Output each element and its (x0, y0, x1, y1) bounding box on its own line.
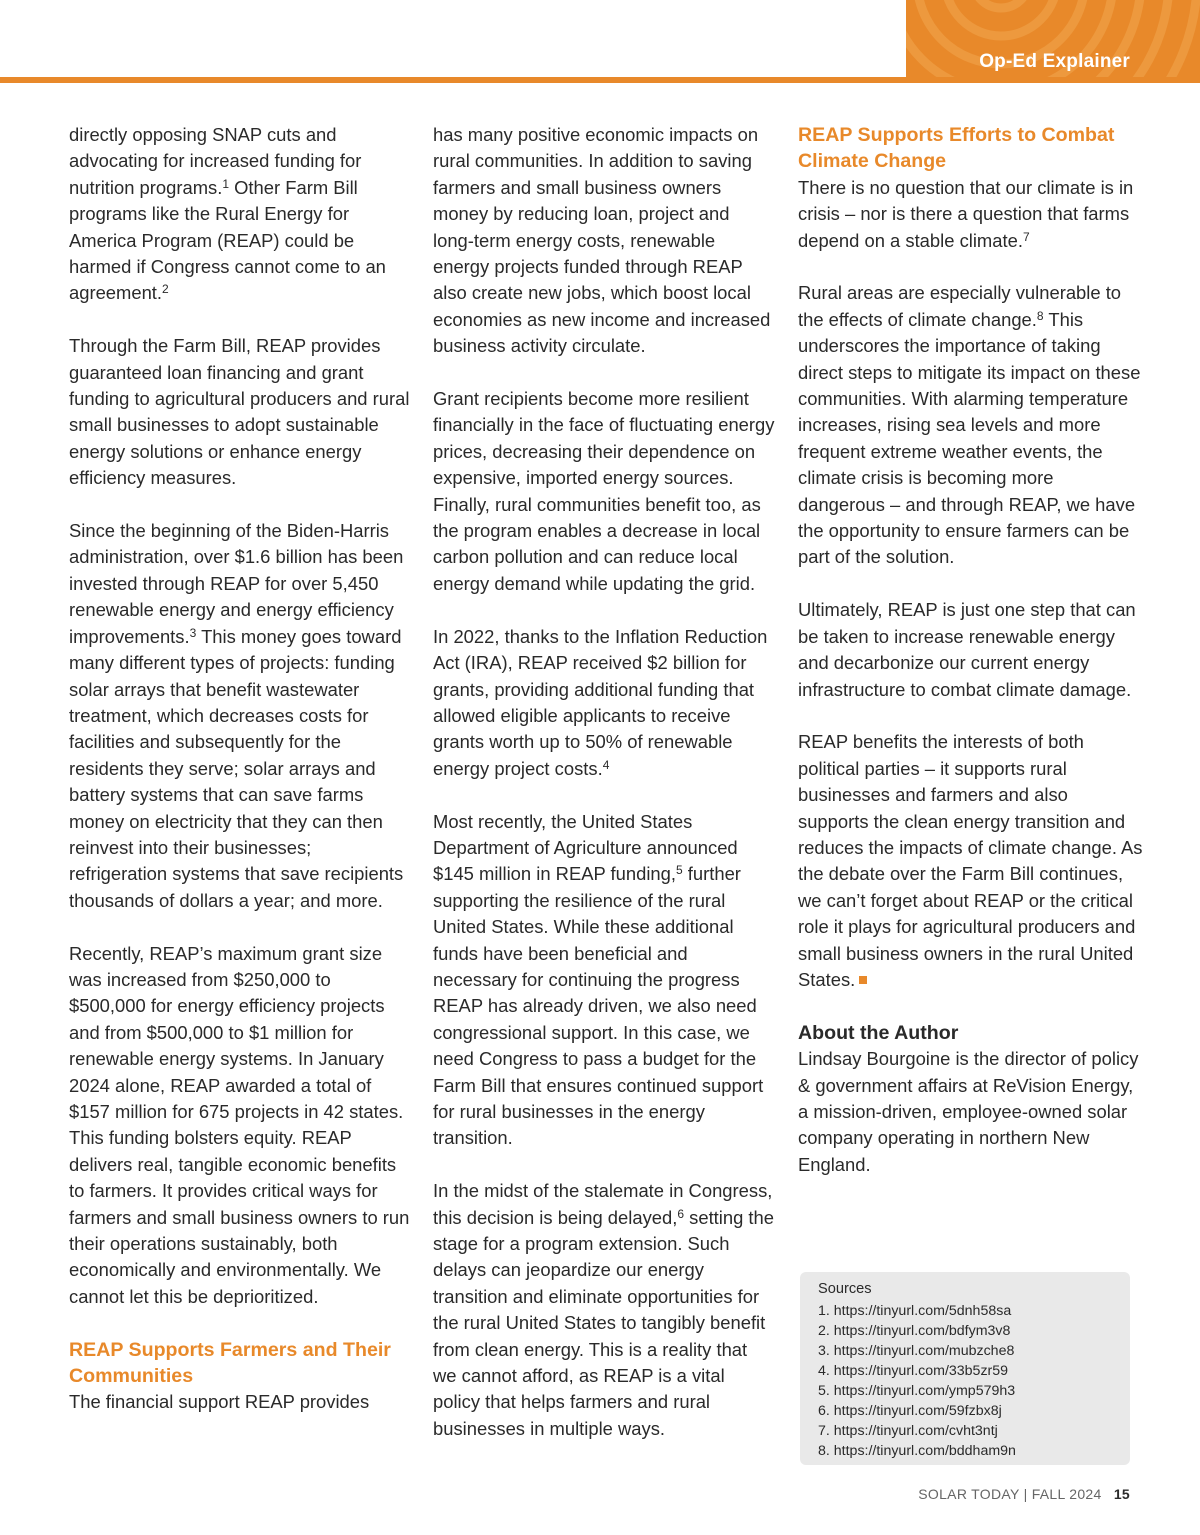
sources-list (818, 1301, 1112, 1461)
publication-name: SOLAR TODAY (918, 1486, 1020, 1502)
paragraph: Since the beginning of the Biden-Harris administration, over $1.6 billion has been invested through REAP for over 5,450 renewable energy and energy efficiency improvements.$^3$ This money goes toward many different types of projects: funding solar arrays that benefit wastewater treatment, which decreases costs for facilities and subsequently for the residents they serve; solar arrays and battery systems that can save farms money on electricity that they can then reinvest into their businesses; refrigeration systems that save recipients thousands of dollars a year; and more. (69, 520, 404, 911)
paragraph: REAP benefits the interests of both political parties – it supports rural businesses and farmers and also supports the clean energy transition and reduces the impacts of climate change. As the debate over the Farm Bill continues, we can’t forget about REAP or the critical role it plays for agricultural producers and small business owners in the rural United States. (798, 731, 1143, 990)
paragraph: Rural areas are especially vulnerable to the effects of climate change.$^8$ This underscores the importance of taking direct steps to mitigate its impact on these communities. With alarming temperature increases, rising sea levels and more frequent extreme weather events, the climate crisis is becoming more dangerous – and through REAP, we have the opportunity to ensure farmers can be part of the solution. (798, 282, 1141, 568)
source-link[interactable]: 1. https://tinyurl.com/5dnh58sa (818, 1303, 1012, 1319)
source-link[interactable]: 6. https://tinyurl.com/59fzbx8j (818, 1403, 1002, 1419)
source-link[interactable]: 3. https://tinyurl.com/mubzche8 (818, 1343, 1015, 1359)
source-link[interactable]: 8. https://tinyurl.com/bddham9n (818, 1443, 1016, 1459)
author-heading: About the Author (798, 1021, 959, 1044)
paragraph: In 2022, thanks to the Inflation Reduction Act (IRA), REAP received $2 billion for grants, providing additional funding that allowed eligible applicants to receive grants worth up to 50% of renewable energy project costs.$^4$ (433, 625, 768, 779)
source-link[interactable]: 5. https://tinyurl.com/ymp579h3 (818, 1383, 1016, 1399)
article-column-2 (433, 122, 775, 1469)
paragraph: There is no question that our climate is in crisis – nor is there a question that farms depend on a stable climate.$^7$ (798, 176, 1134, 251)
sources-title: Sources (818, 1281, 872, 1297)
paragraph: has many positive economic impacts on rural communities. In addition to saving farmers and small business owners money by reducing loan, project and long-term energy costs, renewable energy projects funded through REAP also create new jobs, which boost local economies as new income and increased business activity circulate. (433, 124, 771, 357)
footnote-ref: 4 (602, 757, 610, 772)
header-rule (0, 77, 1200, 83)
article-column-3 (798, 122, 1143, 1205)
paragraph: Through the Farm Bill, REAP provides guaranteed loan financing and grant funding to agricultural producers and rural small businesses to adopt sustainable energy solutions or enhance energy efficiency measures. (69, 335, 410, 489)
footnote-ref: 1 (222, 176, 230, 191)
footnote-ref: 3 (189, 625, 197, 640)
end-mark-icon (859, 976, 867, 984)
section-tab (906, 0, 1200, 80)
source-link[interactable]: 7. https://tinyurl.com/cvht3ntj (818, 1423, 998, 1439)
paragraph: In the midst of the stalemate in Congress, this decision is being delayed,$^6$ setting the stage for a program extension. Such delays can jeopardize our energy transition and eliminate opportunities for the rural United States to tangibly benefit from clean energy. This is a reality that we cannot afford, as REAP is a vital policy that helps farmers and rural businesses in multiple ways. (433, 1180, 774, 1439)
paragraph: The financial support REAP provides (69, 1391, 370, 1413)
article-column-1 (69, 122, 411, 1442)
footnote-ref: 6 (677, 1206, 685, 1221)
section-heading: REAP Supports Farmers and Their Communities (69, 1338, 391, 1388)
paragraph: directly opposing SNAP cuts and advocating for increased funding for nutrition programs.$^1$ Other Farm Bill programs like the Rural Energy for America Program (REAP) could be harmed if Congress cannot come to an agreement.$^2$ (69, 124, 386, 304)
section-label: Op-Ed Explainer (979, 51, 1130, 72)
footnote-ref: 7 (1022, 229, 1030, 244)
footer-separator: | (1023, 1486, 1028, 1502)
paragraph: Grant recipients become more resilient financially in the face of fluctuating energy prices, decreasing their dependence on expensive, imported energy sources. Finally, rural communities benefit too, as the program enables a decrease in local carbon pollution and can reduce local energy demand while updating the grid. (433, 388, 775, 594)
issue-label: FALL 2024 (1031, 1486, 1102, 1502)
page-number: 15 (1113, 1486, 1130, 1502)
section-heading: REAP Supports Efforts to Combat Climate Change (798, 124, 1115, 173)
page-footer (918, 1486, 1130, 1502)
source-link[interactable]: 4. https://tinyurl.com/33b5zr59 (818, 1363, 1009, 1379)
paragraph: Ultimately, REAP is just one step that can be taken to increase renewable energy and decarbonize our current energy infrastructure to combat climate damage. (798, 599, 1136, 700)
source-link[interactable]: 2. https://tinyurl.com/bdfym3v8 (818, 1323, 1011, 1339)
footnote-ref: 8 (1036, 308, 1044, 323)
sources-box (800, 1272, 1130, 1465)
paragraph: Most recently, the United States Department of Agriculture announced $145 million in REAP funding,$^5$ further supporting the resilience of the rural United States. While these additional funds have been beneficial and necessary for continuing the progress REAP has already driven, we also need congressional support. In this case, we need Congress to pass a budget for the Farm Bill that ensures continued support for rural businesses in the energy transition. (433, 810, 764, 1149)
author-bio: Lindsay Bourgoine is the director of policy & government affairs at ReVision Energy, a mission-driven, employee-owned solar company operating in northern New England. (798, 1048, 1139, 1175)
paragraph: Recently, REAP’s maximum grant size was increased from $250,000 to $500,000 for energy efficiency projects and from $500,000 to $1 million for renewable energy systems. In January 2024 alone, REAP awarded a total of $157 million for 675 projects in 42 states. This funding bolsters equity. REAP delivers real, tangible economic benefits to farmers. It provides critical ways for farmers and small business owners to run their operations sustainably, both economically and environmentally. We cannot let this be deprioritized. (69, 942, 410, 1307)
footnote-ref: 5 (675, 863, 683, 878)
footnote-ref: 2 (162, 282, 169, 297)
